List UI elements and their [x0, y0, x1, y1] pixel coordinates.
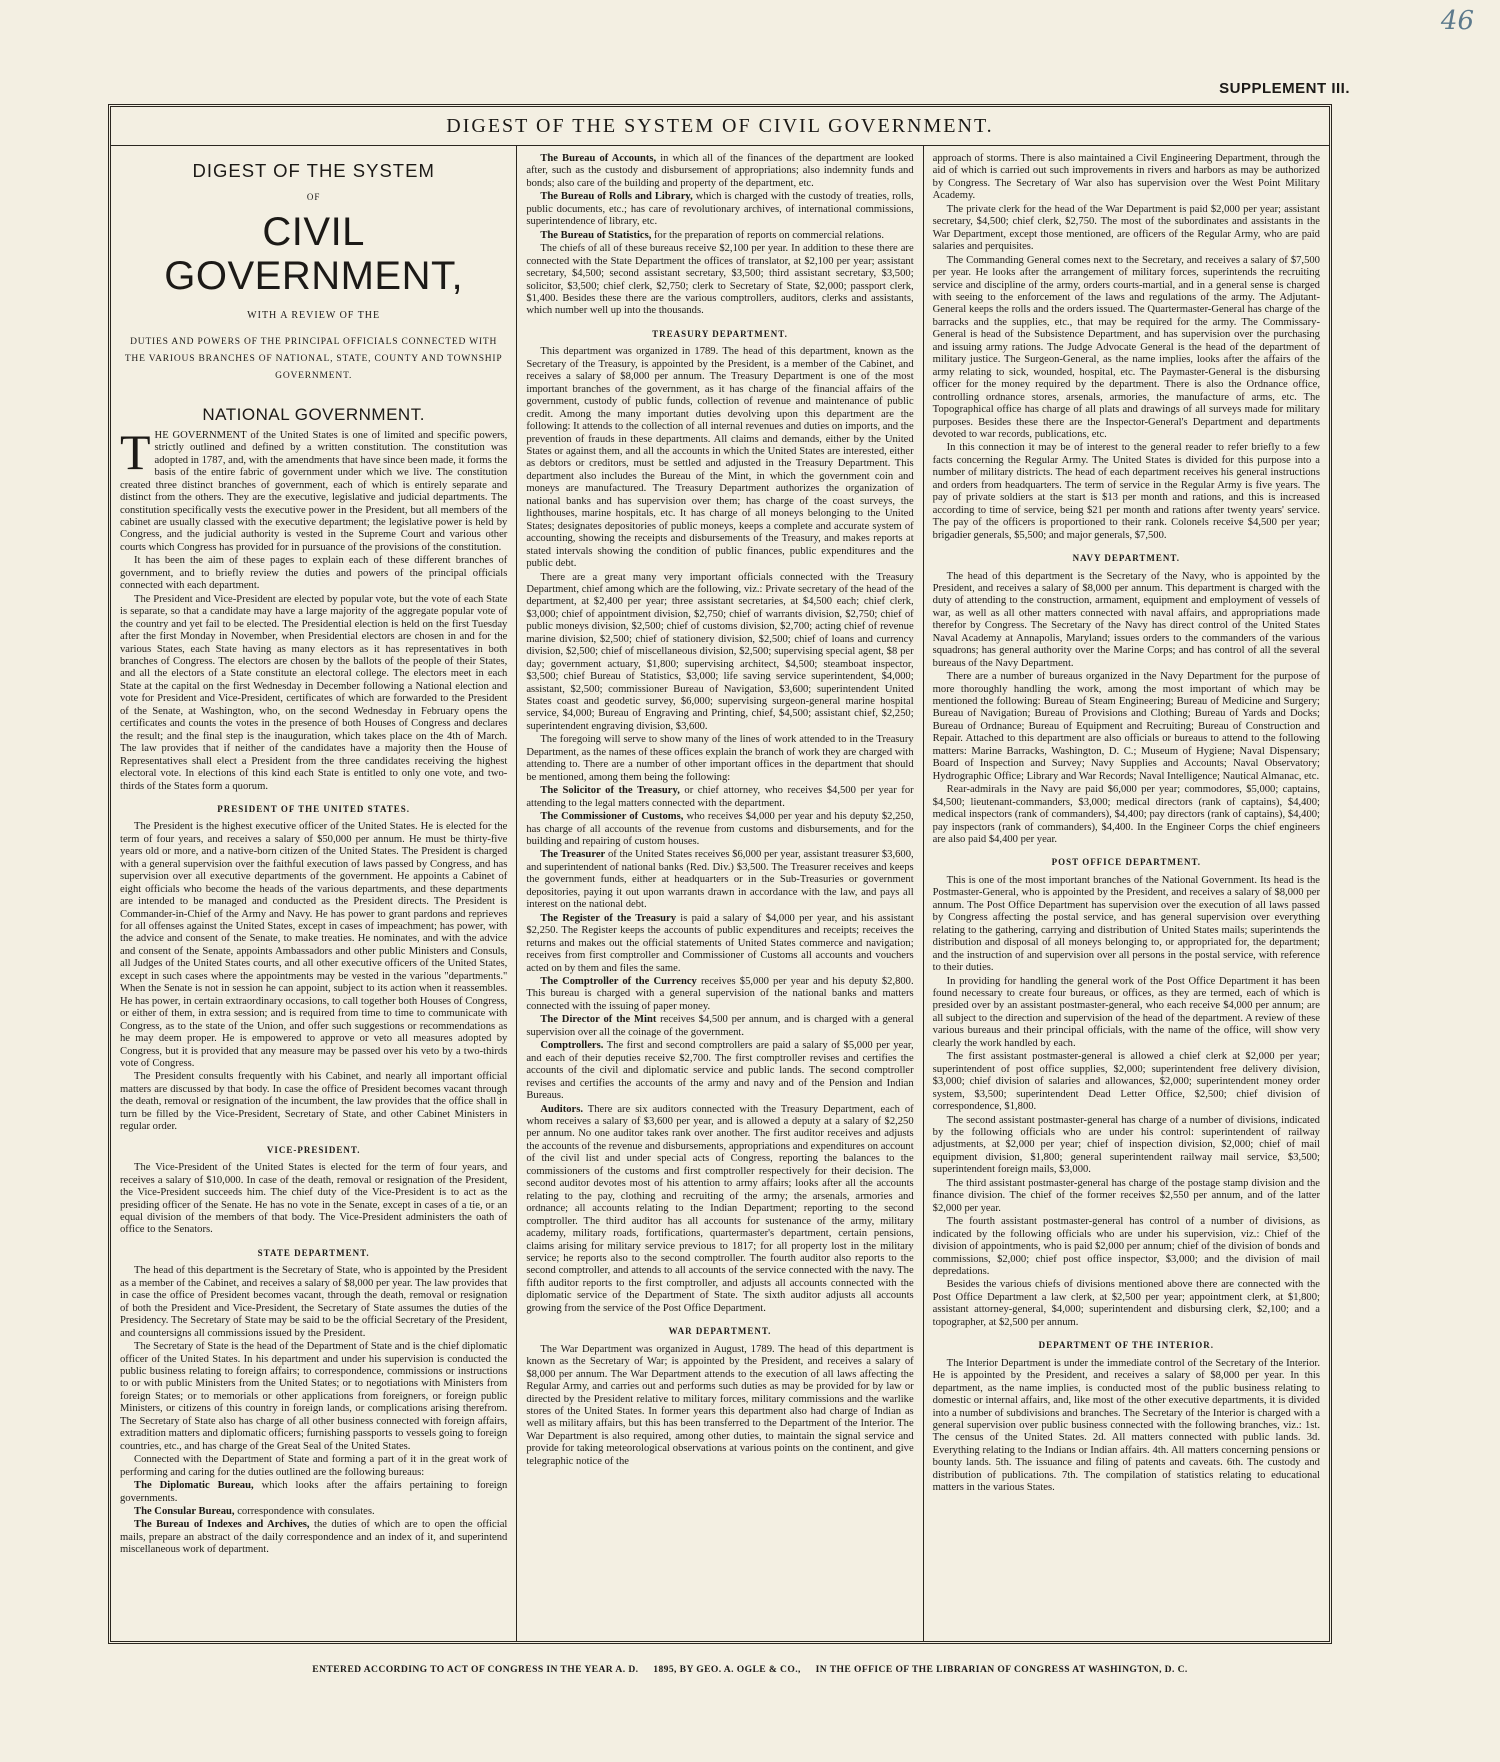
heading-navy-department: NAVY DEPARTMENT. — [1072, 553, 1180, 564]
paragraph: Rear-admirals in the Navy are paid $6,000 per year; commodores, $5,000; captains, $4,500; lieutenant-commanders, $3,000; medical directors (rank of captains), $4,400; medical inspectors (rank of commanders), $4,400; pay directors (rank of captains), $4,400; pay inspectors (rank of commanders), $4,400. In the Engineer Corps the chief engineers are also paid $4,400 per year. — [932, 784, 1320, 846]
paragraph: The Bureau of Rolls and Library, which is charged with the custody of treaties, rolls, public documents, etc.; has care of revolutionary archives, of international commissions, superintendence of library, etc. — [526, 191, 914, 228]
paragraph: It has been the aim of these pages to explain each of these different branches of government, and to briefly review the duties and powers of the principal officials connected with each department. — [120, 555, 508, 592]
title-block — [120, 153, 507, 425]
paragraph: The Bureau of Accounts, in which all of the finances of the department are looked after, such as the custody and disbursement of appropriations; also indemnity funds and bonds; also care of the building and property of the department, etc. — [526, 153, 914, 189]
paragraph: The President consults frequently with his Cabinet, and nearly all important official matters are discussed by that body. In case the office of President becomes vacant through the death, removal or resignation of the incumbent, the law provides that the office shall in turn be filled by the Vice-President, Secretary of State, and other Cabinet Ministers in regular order. — [120, 1071, 508, 1133]
copyright-part-3: IN THE OFFICE OF THE LIBRARIAN OF CONGRESS AT WASHINGTON, D. C. — [815, 1664, 1188, 1675]
heading-war-department: WAR DEPARTMENT. — [668, 1326, 772, 1337]
paragraph: The head of this department is the Secretary of the Navy, who is appointed by the President, and receives a salary of $8,000 per annum. This department is charged with the duty of attending to the construction, armament, equipment and employment of vessels of war, as well as all other matters connected with naval affairs, and appropriations made therefor by Congress. The Secretary of the Navy has direct control of the United States Naval Academy at Annapolis, Maryland; issues orders to the commanders of the various squadrons; has general authority over the Marine Corps; and has control of all the several bureaus of the Navy Department. — [932, 570, 1320, 669]
copyright-part-2: 1895, BY GEO. A. OGLE & CO., — [653, 1664, 801, 1675]
paragraph: There are a great many very important officials connected with the Treasury Department, chief among which are the following, viz.: Private secretary of the head of the department, at $2,400 per year; three assistant secretaries, at $4,500 each; chief clerk, $3,000; chief of appointment division, $2,750; chief of warrants division, $2,750; chief of public moneys division, $2,500; chief of customs division, $2,700; acting chief of revenue marine division, $2,500; chief of stationery division, $2,500; chief of loans and currency division, $2,500; chief of miscellaneous division, $2,500; supervising special agent, $8 per day; government actuary, $1,800; supervising architect, $4,500; steamboat inspector, $3,500; chief Bureau of Statistics, $3,000; life saving service superintendent, $4,000; assistant, $2,500; commissioner Bureau of Navigation, $3,600; superintendent United States coast and geodetic survey, $6,000; supervising surgeon-general marine hospital service, $4,000; Bureau of Engraving and Printing, chief, $4,500; assistant chief, $2,250; superintendent engraving division, $3,600. — [526, 571, 914, 732]
section-title-national: NATIONAL GOVERNMENT. — [202, 405, 425, 425]
heading-post-office-department: POST OFFICE DEPARTMENT. — [1051, 857, 1202, 868]
paragraph: The Vice-President of the United States is elected for the term of four years, and receives a salary of $10,000. In case of the death, removal or resignation of the President, the Vice-President succeeds him. The chief duty of the Vice-President is to act as the presiding officer of the Senate. He has no vote in the Senate, except in cases of a tie, or an equal division of the members of that body. The Vice-President administers the oath of office to the Senators. — [120, 1162, 508, 1236]
page-frame — [108, 104, 1332, 1644]
paragraph: In this connection it may be of interest to the general reader to refer briefly to a few facts concerning the Regular Army. The United States is divided for this purpose into a number of military districts. The head of each department receives his general instructions and orders from headquarters. The term of service in the Regular Army is five years. The pay of private soldiers at the start is $13 per month and rations, and this is increased according to time of service, being $21 per month and rations after twenty years' service. The pay of the officers is proportioned to their rank. Colonels receive $4,500 per year; brigadier generals, $5,500; and major generals, $7,500. — [932, 442, 1320, 541]
paragraph: The War Department was organized in August, 1789. The head of this department is known as the Secretary of War; is appointed by the President, and receives a salary of $8,000 per annum. The War Department attends to the execution of all laws affecting the Regular Army, and carries out and performs such duties as may be provided for by law or directed by the President relative to military forces, military commissions and the warlike stores of the United States. In former years this department also had charge of Indian as well as military affairs, but this has been transferred to the Department of the Interior. The War Department is also required, among other duties, to maintain the signal service and provide for taking meteorological observations at various points on the continent, and give telegraphic notice of the — [526, 1343, 914, 1467]
copyright-part-1: ENTERED ACCORDING TO ACT OF CONGRESS IN THE YEAR A. D. — [312, 1664, 639, 1675]
paragraph: Connected with the Department of State and forming a part of it in the great work of performing and caring for the duties outlined are the following bureaus: — [120, 1454, 508, 1478]
paragraph: The chiefs of all of these bureaus receive $2,100 per year. In addition to these there are connected with the State Department the offices of translator, at $2,100 per year; assistant secretary, $4,500; second assistant secretary, $3,500; third assistant secretary, $3,500; solicitor, $3,500; chief clerk, $2,750; clerk to Secretary of State, $2,000; passport clerk, $1,400. Besides these there are the various comptrollers, auditors, clerks and assistants, which number well up into the thousands. — [526, 243, 914, 317]
copyright-footer — [0, 1664, 1500, 1675]
paragraph: The second assistant postmaster-general has charge of a number of divisions, indicated by the following officials who are under his control: superintendent of railway adjustments, at $2,000 per year; chief of inspection division, $2,000; chief of mail equipment division, $1,800; general superintendent railway mail service, $3,500; superintendent foreign mails, $3,000. — [932, 1114, 1320, 1176]
paragraph: The Register of the Treasury is paid a salary of $4,000 per year, and his assistant $2,250. The Register keeps the accounts of public expenditures and receipts; receives the returns and makes out the official statements of United States commerce and navigation; receives from first comptroller and Commissioner of Customs all accounts and vouchers acted on by them and files the same. — [526, 912, 914, 974]
paragraph: The Solicitor of the Treasury, or chief attorney, who receives $4,500 per year for attending to the legal matters connected with the department. — [526, 785, 914, 809]
page-number: 46 — [1440, 6, 1474, 36]
paragraph: The Commanding General comes next to the Secretary, and receives a salary of $7,500 per year. He looks after the arrangement of military forces, superintends the recruiting service and discipline of the army, orders courts-martial, and in a general sense is charged with seeing to the enforcement of the laws and regulations of the army. The Adjutant-General keeps the rolls and the orders issued. The Quartermaster-General has charge of the barracks and the supplies, etc., that may be required for the army. The Commissary-General is head of the Subsistence Department, and has supervision over the purchasing and issuing army rations. The Judge Advocate General is the head of the department of military justice. The Surgeon-General, as the name implies, looks after the affairs of the army relating to sick, wounded, hospital, etc. The Paymaster-General is the disbursing officer for the money required by the department. There is also the Ordnance office, controlling ordnance stores, arsenals, armories, the manufacture of arms, etc. The Topographical office has charge of all plats and drawings of all surveys made for military purposes. Besides these there are the Inspector-General's Department and departments devoted to war records, publications, etc. — [932, 254, 1320, 440]
paragraph: The Consular Bureau, correspondence with consulates. — [134, 1505, 375, 1517]
paragraph: The Director of the Mint receives $4,500 per annum, and is charged with a general supervision over all the coinage of the government. — [526, 1014, 914, 1038]
title-main: CIVIL GOVERNMENT, — [164, 209, 464, 298]
paragraph: There are a number of bureaus organized in the Navy Department for the purpose of more thoroughly handling the work, among the most important of which may be mentioned the following: Bureau of Steam Engineering; Bureau of Medicine and Surgery; Bureau of Navigation; Bureau of Provisions and Clothing; Bureau of Yards and Docks; Bureau of Ordnance; Bureau of Equipment and Recruiting; Bureau of Construction and Repair. Attached to this department are also officials or bureaus to attend to the following matters: Marine Barracks, Washington, D. C.; Museum of Hygiene; Naval Dispensary; Board of Inspection and Survey; Navy Supplies and Accounts; Naval Observatory; Hydrographic Office; Library and War Records; Naval Intelligence; Nautical Almanac, etc. — [932, 671, 1320, 782]
paragraph: The third assistant postmaster-general has charge of the postage stamp division and the finance division. The chief of the former receives $2,550 per annum, and of the latter $2,000 per year. — [932, 1177, 1320, 1214]
title-of: OF — [306, 192, 321, 203]
paragraph: The Bureau of Statistics, for the preparation of reports on commercial relations. — [540, 229, 885, 241]
paragraph: The private clerk for the head of the War Department is paid $2,000 per year; assistant secretary, $4,500; chief clerk, $2,750. The most of the subordinates and assistants in the War Department, except those mentioned, are officers of the Regular Army, who are paid salaries and perquisites. — [932, 203, 1320, 253]
heading-interior-department: DEPARTMENT OF THE INTERIOR. — [1038, 1340, 1214, 1351]
column-3 — [923, 145, 1329, 1641]
paragraph: THE GOVERNMENT of the United States is one of limited and specific powers, strictly outlined and defined by a written constitution. The constitution was adopted in 1787, and, with the amendments that have since been made, it forms the basis of the entire fabric of government under which we live. The constitution created three distinct branches of government, each of which is entirely separate and distinct from the others. They are the executive, legislative and judicial departments. The constitution specifically vests the executive power in the President, but all members of the cabinet are usually classed with the executive department; the legislative power is held by Congress, and the judicial authority is vested in the Supreme Court and various other courts which Congress has provided for in pursuance of the provisions of the constitution. — [120, 423, 508, 553]
paragraph: The Commissioner of Customs, who receives $4,000 per year and his deputy $2,250, has charge of all accounts of the revenue from customs and disbursements, and for the building and repairing of custom houses. — [526, 811, 914, 848]
paragraph: The Comptroller of the Currency receives $5,000 per year and his deputy $2,800. This bureau is charged with a general supervision of the national banks and matters connected with the issuing of paper money. — [526, 976, 914, 1012]
column-1 — [111, 145, 516, 1641]
columns — [111, 145, 1329, 1641]
paragraph: The foregoing will serve to show many of the lines of work attended to in the Treasury Department, as the names of these offices explain the branch of work they are charged with attending to. There are a number of other important offices in the department that should be mentioned, among them being the following: — [526, 734, 914, 783]
column-2 — [516, 145, 922, 1641]
paragraph: The head of this department is the Secretary of State, who is appointed by the President as a member of the Cabinet, and receives a salary of $8,000 per year. The law provides that in case the office of President becomes vacant, through the death, removal or resignation of both the President and Vice-President, the Secretary of State assumes the duties of the Presidency. The Secretary of State may be said to be the official Secretary of the President, and countersigns all commissions issued by the President. — [120, 1265, 508, 1339]
heading-president: PRESIDENT OF THE UNITED STATES. — [217, 803, 411, 814]
heading-vice-president: VICE-PRESIDENT. — [266, 1144, 361, 1155]
paragraph: Besides the various chiefs of divisions mentioned above there are connected with the Post Office Department a law clerk, at $2,500 per year; appointment clerk, at $1,800; assistant attorney-general, $4,000; superintendent and disbursing clerk, $2,100; and a topographer, at $2,500 per annum. — [932, 1279, 1320, 1328]
title-description: DUTIES AND POWERS OF THE PRINCIPAL OFFICIALS CONNECTED WITH THE VARIOUS BRANCHES OF NATIONAL, STATE, COUNTY AND TOWNSHIP GOVERNMENT. — [124, 337, 503, 382]
paragraph: This department was organized in 1789. The head of this department, known as the Secretary of the Treasury, is appointed by the President, is a member of the Cabinet, and receives a salary of $8,000 per annum. The Treasury Department is one of the most important branches of the government, as it has charge of the financial affairs of the government, custody of public funds, collection of revenue and maintenance of public credit. Among the many important duties devolving upon this department are the following: It attends to the collection of all internal revenues and duties on imports, and the prevention of frauds in these departments. All claims and demands, either by the United States or against them, and all the accounts in which the United States are interested, either as debtors or creditors, must be settled and adjusted in the Treasury Department. This department also includes the Bureau of the Mint, in which the government coin and moneys are manufactured. The Treasury Department authorizes the organization of national banks and has supervision over them; has charge of the coast surveys, the lighthouses, marine hospitals, etc. It has charge of all moneys belonging to the United States; designates depositories of public moneys, keeps a complete and accurate system of accounting, showing the receipts and disbursements of the Treasury, and makes reports at stated intervals showing the condition of public finances, public expenditures and the public debt. — [526, 346, 914, 570]
title-line-1: DIGEST OF THE SYSTEM — [192, 160, 435, 181]
title-subtitle: WITH A REVIEW OF THE — [247, 309, 381, 321]
paragraph: The President is the highest executive officer of the United States. He is elected for the term of four years, and receives a salary of $50,000 per annum. He must be thirty-five years old or more, and a native-born citizen of the United States. The President is charged with a general supervision over the faithful execution of laws passed by Congress, and has supervision over all executive departments of the government. He appoints a Cabinet of eight officials who become the heads of the various departments, and these departments are intended to be managed and conducted as the President directs. The President is Commander-in-Chief of the Army and Navy. He has power to grant pardons and reprieves for all offenses against the United States, except in cases of impeachment; has power, with the advice and consent of the Senate, to make treaties. He nominates, and with the advice and consent of the Senate, appoints Ambassadors and other public Ministers and Consuls, all Judges of the United States courts, and all other executive officers of the United States, except in such cases where the appointments may be vested in the various "departments." When the Senate is not in session he can appoint, subject to its action when it reassembles. He has power, in certain extraordinary occasions, to call together both Houses of Congress, or either of them, in extra session; and is required from time to time to communicate with Congress, as to the state of the Union, and offer such suggestions or recommendations as he may deem proper. He is empowered to approve or veto all measures adopted by Congress, but it is provided that any measure may be passed over his veto by a two-thirds vote of Congress. — [120, 821, 508, 1070]
paragraph: approach of storms. There is also maintained a Civil Engineering Department, through the aid of which is carried out such improvements in rivers and harbors as may be authorized by Congress. The Secretary of War also has supervision over the West Point Military Academy. — [932, 153, 1320, 202]
header-banner: DIGEST OF THE SYSTEM OF CIVIL GOVERNMENT. — [111, 107, 1329, 146]
paragraph: This is one of the most important branches of the National Government. Its head is the Postmaster-General, who is appointed by the President, and receives a salary of $8,000 per annum. The Post Office Department has supervision over the execution of all laws passed by Congress affecting the postal service, and has general supervision over everything relating to the gathering, carrying and distribution of United States mails; superintends the distribution and disposal of all moneys belonging to, or appropriated for, the department; and the instruction of and supervision over all persons in the postal service, with reference to their duties. — [932, 874, 1320, 974]
paragraph: The first assistant postmaster-general is allowed a chief clerk at $2,000 per year; superintendent of post office supplies, $2,000; superintendent free delivery division, $3,000; chief division of salaries and allowances, $2,000; superintendent money order system, $3,500; superintendent Dead Letter Office, $2,500; chief division of correspondence, $1,800. — [932, 1051, 1320, 1113]
heading-treasury-department: TREASURY DEPARTMENT. — [652, 328, 788, 339]
heading-state-department: STATE DEPARTMENT. — [257, 1247, 370, 1258]
paragraph: The Secretary of State is the head of the Department of State and is the chief diplomatic officer of the United States. In his department and under his supervision is conducted the public business relating to foreign affairs; to correspondence, commissions or instructions to or with public Ministers from the United States; or to negotiations with Ministers from foreign States; or to memorials or other applications from foreigners, or foreign public Ministers, or citizens of this country in foreign lands, or complications arising therefrom. The Secretary of State also has charge of all other business connected with foreign affairs, extradition matters and diplomatic officers; furnishing passports to vessels going to foreign countries, etc., and has charge of the Great Seal of the United States. — [120, 1341, 508, 1452]
paragraph: In providing for handling the general work of the Post Office Department it has been found necessary to create four bureaus, or offices, as they are termed, each of which is presided over by an assistant postmaster-general, who each receive $4,000 per annum; are all subject to the direction and supervision of the head of the department. A review of these various bureaus and their principal officials, with the name of the office, will show very clearly the work handled by each. — [932, 975, 1320, 1049]
paragraph: The Bureau of Indexes and Archives, the duties of which are to open the official mails, prepare an abstract of the daily correspondence and an index of it, and superintend miscellaneous work of department. — [120, 1519, 508, 1556]
paragraph: The Diplomatic Bureau, which looks after the affairs pertaining to foreign governments. — [120, 1480, 508, 1504]
paragraph: The President and Vice-President are elected by popular vote, but the vote of each State is separate, so that a candidate may have a large majority of the aggregate popular vote of the country and yet fail to be elected. The Presidential election is held on the first Tuesday after the first Monday in November, when Presidential electors are chosen in and for the various States, each State having as many electors as it has representatives in both branches of Congress. The electors are chosen by the ballots of the people of their States, and all the electors of a State constitute an electoral college. The electors meet in each State at the capital on the first Wednesday in December following a National election and vote for President and Vice-President, certificates of which are forwarded to the President of the Senate, at Washington, who, on the second Wednesday in February opens the certificates and counts the votes in the presence of both Houses of Congress and declares the result; and the final step is the inauguration, which takes place on the 4th of March. The law provides that if neither of the candidates have a majority then the House of Representatives shall elect a President from the three candidates receiving the highest electoral vote. In elections of this kind each State is entitled to only one vote, and two-thirds of the States form a quorum. — [120, 593, 508, 792]
paragraph: The Treasurer of the United States receives $6,000 per year, assistant treasurer $3,600, and superintendent of national banks (Red. Div.) $3,500. The Treasurer receives and keeps the government funds, either at headquarters or in the Sub-Treasuries or government depositories, paying it out upon warrants drawn in accordance with the law, and pays all interest on the national debt. — [526, 849, 914, 911]
supplement-label: SUPPLEMENT III. — [1219, 80, 1350, 97]
paragraph: The Interior Department is under the immediate control of the Secretary of the Interior. He is appointed by the President, and receives a salary of $8,000 per year. In this department, as the name implies, is conducted most of the public business relating to domestic or internal affairs, and, like most of the other executive departments, it is divided into a number of subdivisions and branches. The Secretary of the Interior is charged with a general supervision over public business connected with the following branches, viz.: 1st. The census of the United States. 2d. All matters connected with public lands. 3d. Everything relating to the Indians or Indian affairs. 4th. All matters concerning pensions or bounty lands. 5th. The issuance and filing of patents and caveats. 6th. The custody and distribution of publications. 7th. The compilation of statistics relating to educational matters in the various States. — [932, 1357, 1320, 1494]
paragraph: Auditors. There are six auditors connected with the Treasury Department, each of whom receives a salary of $3,600 per year, and is allowed a deputy at a salary of $2,250 per annum. No one auditor takes rank over another. The first auditor receives and adjusts the accounts of the revenue and disbursements, appropriations and expenditures on account of the civil list and under special acts of Congress, reporting the balances to the commissioners of the customs and first comptroller respectively for their decision. The second auditor devotes most of his attention to army affairs; looks after all the accounts relating to the pay, clothing and recruiting of the army; the arsenals, armories and ordnance; all accounts relating to the Indian Department; reporting to the second comptroller. The third auditor has all accounts for sustenance of the army, military academy, military roads, fortifications, quartermaster's department, certain pensions, claims arising for military service previous to 1817; for all property lost in the military service; he reports also to the second comptroller. The fourth auditor also reports to the second comptroller, and attends to all accounts of the service connected with the navy. The fifth auditor reports to the first comptroller, and adjusts all accounts connected with the diplomatic service of the Department of State. The sixth auditor adjusts all accounts growing from the service of the Post Office Department. — [526, 1103, 914, 1314]
drop-cap: T — [120, 423, 151, 480]
paragraph: The fourth assistant postmaster-general has control of a number of divisions, as indicated by the following officials who are under his supervision, viz.: Chief of the division of appointments, who is paid $2,000 per annum; chief of the division of bonds and commissions, $2,000; chief post office inspector, $3,000; and the division of mail depredations. — [932, 1216, 1320, 1277]
paragraph: Comptrollers. The first and second comptrollers are paid a salary of $5,000 per year, and each of their deputies receive $2,700. The first comptroller revises and certifies the accounts of the civil and diplomatic service and public lands. The second comptroller revises and certifies the accounts of the army and navy and of the Pension and Indian Bureaus. — [526, 1040, 914, 1102]
